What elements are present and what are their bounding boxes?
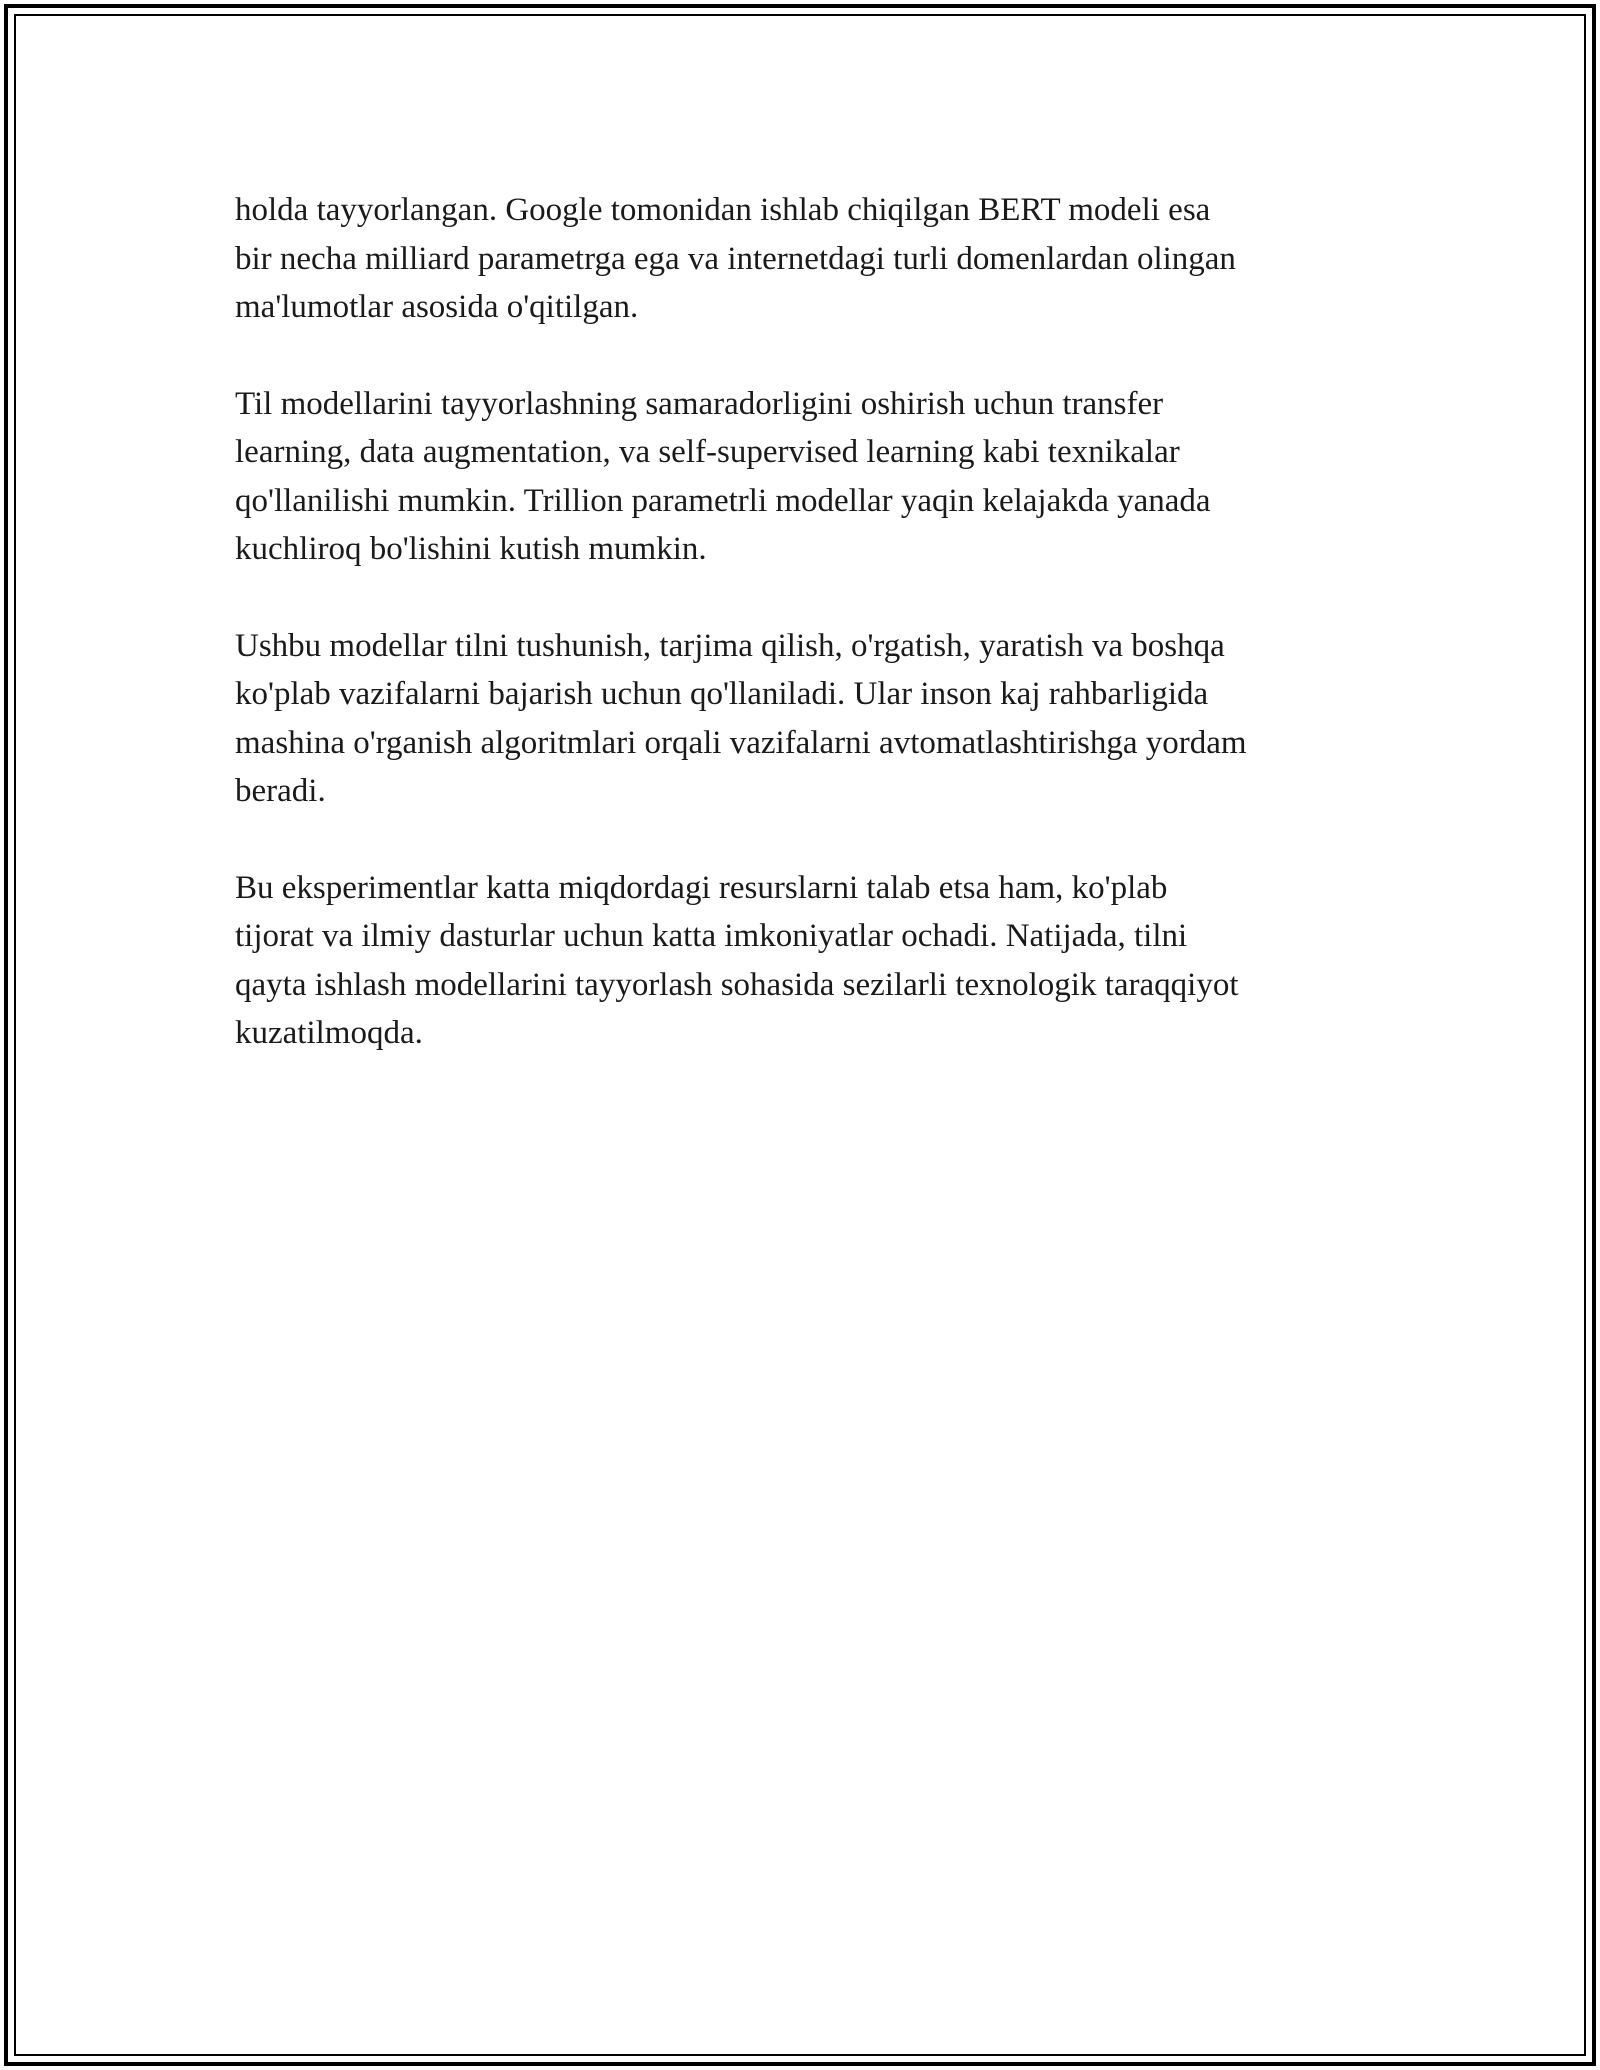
paragraph-1: [235, 186, 1380, 332]
paragraph-2: [235, 380, 1380, 574]
paragraph-4: [235, 864, 1380, 1058]
text-line: qayta ishlash modellarini tayyorlash sohasida sezilarli texnologik taraqqiyot: [235, 966, 1239, 1003]
text-line: ko'plab vazifalarni bajarish uchun qo'llaniladi. Ular inson kaj rahbarligida: [235, 676, 1209, 712]
text-line: beradi.: [235, 773, 326, 809]
text-line: qo'llanilishi mumkin. Trillion parametrli modellar yaqin kelajakda yanada: [235, 482, 1211, 519]
text-line: mashina o'rganish algoritmlari orqali vazifalarni avtomatlashtirishga yordam: [235, 724, 1247, 761]
text-line: bir necha milliard parametrga ega va internetdagi turli domenlardan olingan: [235, 240, 1236, 277]
text-line: kuzatilmoqda.: [235, 1015, 423, 1051]
text-line: Til modellarini tayyorlashning samaradorligini oshirish uchun transfer: [235, 385, 1164, 422]
text-line: ma'lumotlar asosida o'qitilgan.: [235, 289, 639, 325]
text-line: learning, data augmentation, va self-supervised learning kabi texnikalar: [235, 434, 1180, 470]
text-line: Bu eksperimentlar katta miqdordagi resurslarni talab etsa ham, ko'plab: [235, 869, 1168, 906]
text-line: holda tayyorlangan. Google tomonidan ishlab chiqilgan BERT modeli esa: [235, 192, 1211, 228]
document-body: [235, 186, 1380, 1106]
text-line: kuchliroq bo'lishini kutish mumkin.: [235, 531, 707, 567]
text-line: Ushbu modellar tilni tushunish, tarjima qilish, o'rgatish, yaratish va boshqa: [235, 627, 1225, 664]
text-line: tijorat va ilmiy dasturlar uchun katta imkoniyatlar ochadi. Natijada, tilni: [235, 918, 1188, 954]
paragraph-3: [235, 622, 1380, 816]
